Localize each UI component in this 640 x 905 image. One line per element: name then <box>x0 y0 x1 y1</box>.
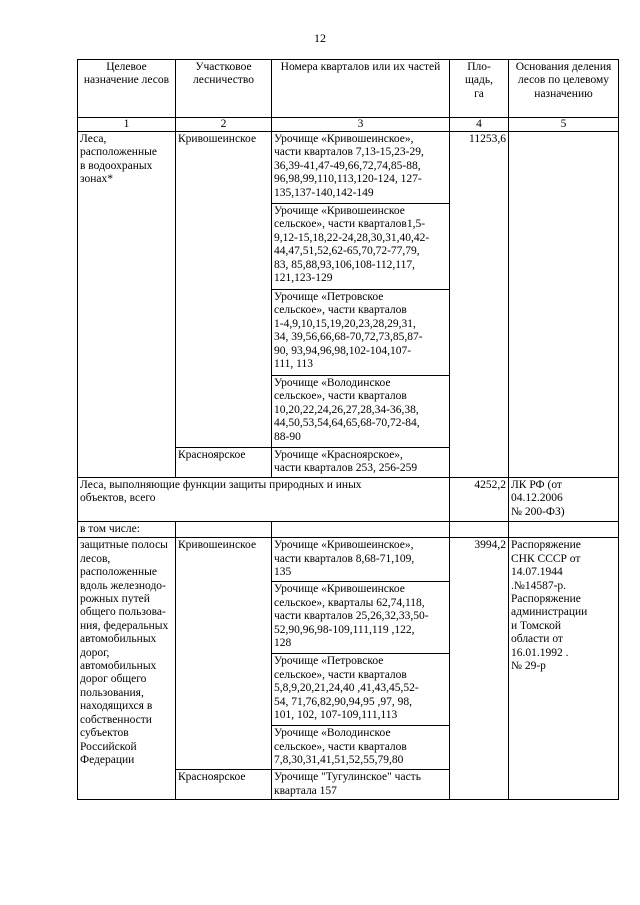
quarters-cell: Урочище «Кривошеинское сельское», кварталы 62,74,118, части кварталов 25,26,32,33,50- 52,90,96,98-109,111,119 ,122, 128 <box>272 582 450 654</box>
page-number: 12 <box>314 31 326 45</box>
col-number: 1 <box>78 118 176 132</box>
quarters-cell: Урочище «Кривошеинское», части кварталов 7,13-15,23-29, 36,39-41,47-49,66,72,74,85-88, 96,98,99,110,113,120-124, 127- 135,137-140,142-149 <box>272 132 450 204</box>
forestry-cell: Кривошеинское <box>176 538 272 770</box>
including-cell: в том числе: <box>78 522 176 538</box>
basis-cell <box>509 132 619 478</box>
quarters-cell: Урочище «Петровское сельское», части кварталов 5,8,9,20,21,24,40 ,41,43,45,52- 54, 71,76,82,90,94,95 ,97, 98, 101, 102, 107-109,111,113 <box>272 654 450 726</box>
quarters-cell: Урочище «Красноярское», части кварталов 253, 256-259 <box>272 448 450 478</box>
header-purpose: Целевое назначение лесов <box>78 60 176 118</box>
header-quarters: Номера кварталов или их частей <box>272 60 450 118</box>
col-number: 3 <box>272 118 450 132</box>
table-row <box>78 538 619 582</box>
header-area: Пло- щадь, га <box>450 60 509 118</box>
quarters-cell: Урочище «Петровское сельское», части кварталов 1-4,9,10,15,19,20,23,28,29,31, 34, 39,56,66,68-70,72,73,85,87- 90, 93,94,96,98,102-104,107- 111, 113 <box>272 290 450 376</box>
col-number: 4 <box>450 118 509 132</box>
forest-purpose-table <box>77 59 619 800</box>
col-number: 5 <box>509 118 619 132</box>
quarters-cell: Урочище «Володинское сельское», части кварталов 10,20,22,24,26,27,28,34-36,38, 44,50,53,54,64,65,68-70,72-84, 88-90 <box>272 376 450 448</box>
column-number-row <box>78 118 619 132</box>
purpose-cell: защитные полосы лесов, расположенные вдоль железнодо- рожных путей общего пользова- ния, федеральных автомобильных дорог, автомобильных дорог общего пользования, находящихся в собственности субъектов Российской Федерации <box>78 538 176 800</box>
quarters-cell: Урочище "Тугулинское" часть квартала 157 <box>272 770 450 800</box>
basis-cell: Распоряжение СНК СССР от 14.07.1944 .№14587-р. Распоряжение администрации и Томской области от 16.01.1992 . № 29-р <box>509 538 619 800</box>
header-forestry: Участковое лесничество <box>176 60 272 118</box>
table-row <box>78 478 619 522</box>
quarters-cell: Урочище «Володинское сельское», части кварталов 7,8,30,31,41,51,52,55,79,80 <box>272 726 450 770</box>
table-header-row <box>78 60 619 118</box>
purpose-cell: Леса, расположенные в водоохраных зонах* <box>78 132 176 478</box>
header-basis: Основания деления лесов по целевому назначению <box>509 60 619 118</box>
quarters-cell: Урочище «Кривошеинское», части кварталов 8,68-71,109, 135 <box>272 538 450 582</box>
quarters-cell: Урочище «Кривошеинское сельское», части кварталов1,5- 9,12-15,18,22-24,28,30,31,40,42- 44,47,51,52,62-65,70,72-77,79, 83, 85,88,93,106,108-112,117, 121,123-129 <box>272 204 450 290</box>
section-title-cell: Леса, выполняющие функции защиты природных и иных объектов, всего <box>78 478 450 522</box>
table-row <box>78 522 619 538</box>
basis-cell: ЛК РФ (от 04.12.2006 № 200-ФЗ) <box>509 478 619 522</box>
forestry-cell: Красноярское <box>176 448 272 478</box>
area-cell: 4252,2 <box>450 478 509 522</box>
area-cell: 11253,6 <box>450 132 509 478</box>
forestry-cell: Кривошеинское <box>176 132 272 448</box>
forestry-cell: Красноярское <box>176 770 272 800</box>
table-row <box>78 132 619 204</box>
col-number: 2 <box>176 118 272 132</box>
area-cell: 3994,2 <box>450 538 509 800</box>
